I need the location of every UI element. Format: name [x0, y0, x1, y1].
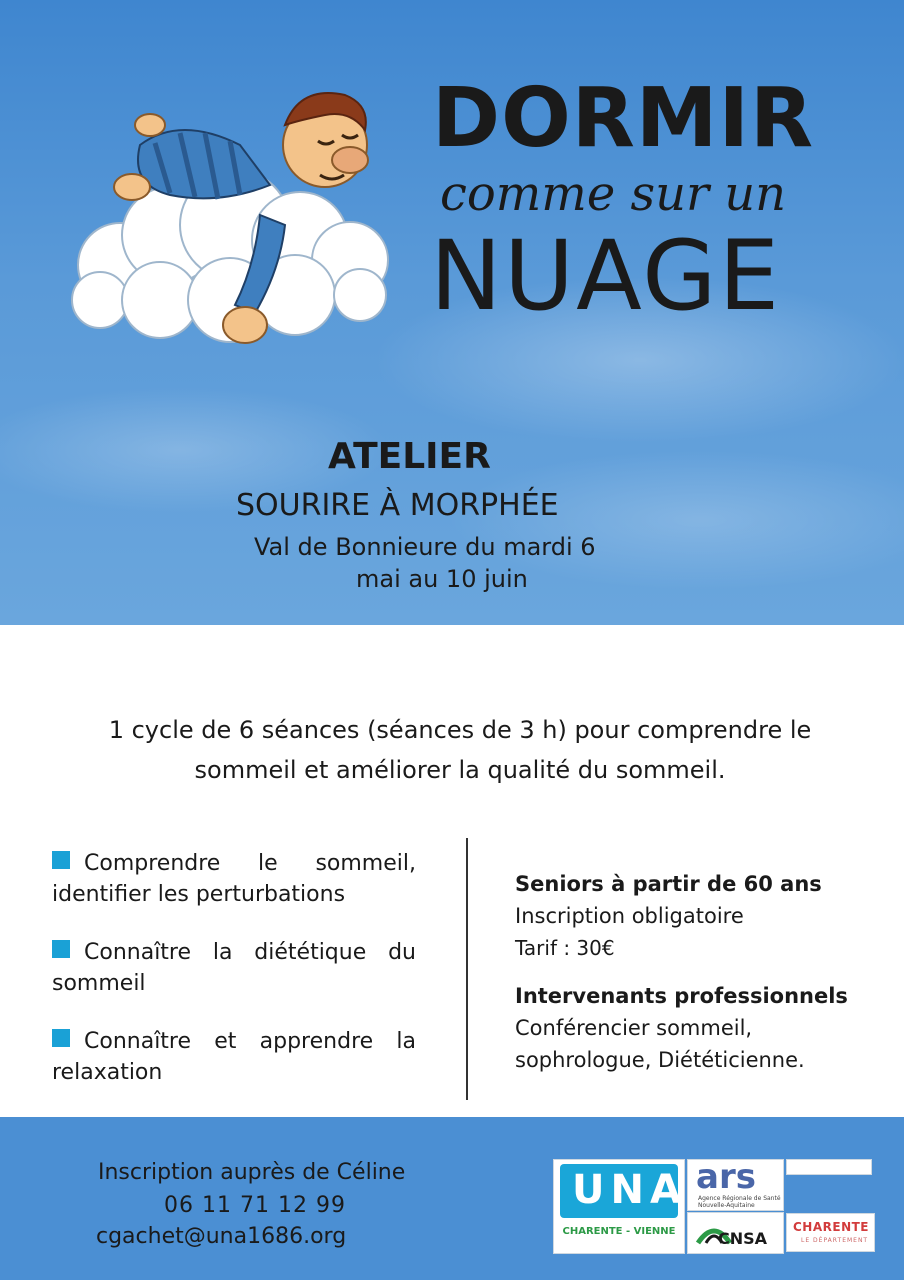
intro-text: [40, 710, 880, 790]
cnsa-logo-text: CNSA: [718, 1229, 768, 1248]
topics-list: [52, 848, 416, 1115]
cnsa-logo: [687, 1212, 784, 1254]
intro-line2: sommeil et améliorer la qualité du sommeil.: [194, 756, 726, 784]
ars-caption: Agence Régionale de Santé Nouvelle-Aquitaine: [698, 1195, 781, 1209]
square-bullet-icon: [52, 851, 70, 869]
partner-logo-strip: [786, 1159, 872, 1175]
square-bullet-icon: [52, 1029, 70, 1047]
speakers-heading: Intervenants professionnels: [515, 984, 848, 1008]
registration-note: Inscription obligatoire: [515, 904, 744, 928]
topic-item: [52, 1026, 416, 1088]
topic-item: [52, 937, 416, 999]
contact-email[interactable]: cgachet@una1686.org: [96, 1224, 347, 1249]
square-bullet-icon: [52, 940, 70, 958]
event-date-line1: Val de Bonnieure du mardi 6: [254, 533, 596, 561]
charente-caption: LE DÉPARTEMENT: [801, 1237, 869, 1244]
una-region: CHARENTE - VIENNE: [562, 1226, 676, 1237]
una-logo: [553, 1159, 685, 1254]
contact-label: Inscription auprès de Céline: [98, 1160, 406, 1185]
intro-line1: 1 cycle de 6 séances (séances de 3 h) pour comprendre le: [108, 716, 812, 744]
details-panel: [515, 868, 885, 1076]
charente-logo-text: CHARENTE: [793, 1220, 869, 1234]
event-date-line2: mai au 10 juin: [356, 565, 528, 593]
sleeping-man-on-cloud-illustration: [60, 75, 410, 375]
event-type-label: ATELIER: [328, 436, 491, 477]
event-name: SOURIRE À MORPHÉE: [236, 488, 559, 523]
ars-logo: [687, 1159, 784, 1211]
una-logo-text: UNA: [572, 1167, 687, 1213]
speakers-line2: sophrologue, Diététicienne.: [515, 1048, 805, 1072]
price-label: Tarif : 30€: [515, 936, 615, 960]
topic-text: Connaître la diététique du sommeil: [52, 940, 416, 996]
hero-banner: [0, 0, 904, 625]
title-dormir: DORMIR: [432, 71, 815, 166]
title-comme-sur-un: comme sur un: [440, 166, 787, 222]
contact-phone[interactable]: 06 11 71 12 99: [164, 1193, 346, 1218]
topic-text: Connaître et apprendre la relaxation: [52, 1029, 416, 1085]
column-divider: [466, 838, 468, 1100]
topic-item: [52, 848, 416, 910]
charente-logo: [786, 1213, 875, 1252]
ars-logo-text: ars: [696, 1157, 756, 1197]
topic-text: Comprendre le sommeil, identifier les perturbations: [52, 851, 416, 907]
audience-heading: Seniors à partir de 60 ans: [515, 872, 822, 896]
speakers-line1: Conférencier sommeil,: [515, 1016, 753, 1040]
title-nuage: NUAGE: [430, 220, 782, 332]
